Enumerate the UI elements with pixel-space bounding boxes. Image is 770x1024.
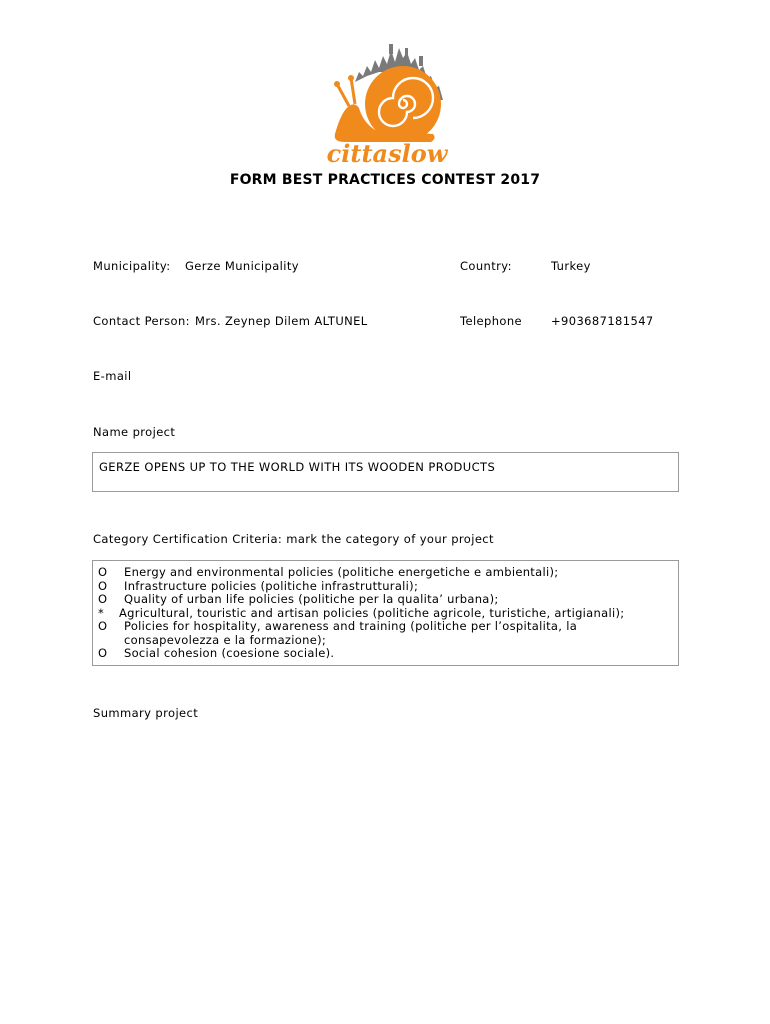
summary-project-label: Summary project	[93, 706, 199, 720]
contact-person-value: Mrs. Zeynep Dilem ALTUNEL	[195, 314, 368, 328]
category-text: Policies for hospitality, awareness and training (politiche per l’ospitalita, la consapevolezza e la formazione);	[124, 619, 578, 647]
municipality-label: Municipality:	[93, 259, 171, 273]
category-text: Quality of urban life policies (politiche per la qualita’ urbana);	[124, 592, 499, 606]
category-mark: O	[98, 619, 108, 633]
page-title: FORM BEST PRACTICES CONTEST 2017	[229, 172, 541, 188]
category-mark: *	[98, 605, 105, 620]
category-label: Category Certification Criteria: mark the category of your project	[93, 532, 494, 546]
category-mark: O	[98, 646, 108, 660]
name-project-label: Name project	[93, 425, 176, 439]
telephone-value: +903687181547	[551, 314, 654, 328]
logo-wordmark: cittaslow	[326, 139, 448, 168]
category-text: Infrastructure policies (politiche infrastrutturali);	[124, 578, 419, 593]
country-label: Country:	[460, 259, 512, 273]
category-text: Energy and environmental policies (politiche energetiche e ambientali);	[124, 565, 559, 579]
category-text: Agricultural, touristic and artisan policies (politiche agricole, turistiche, artigianali);	[119, 605, 625, 620]
name-project-value: GERZE OPENS UP TO THE WORLD WITH ITS WOODEN PRODUCTS	[99, 460, 496, 474]
telephone-label: Telephone	[460, 314, 523, 328]
cittaslow-logo	[315, 42, 457, 168]
contact-person-label: Contact Person:	[93, 314, 190, 328]
country-value: Turkey	[551, 259, 591, 273]
category-text: Social cohesion (coesione sociale).	[124, 646, 335, 660]
category-list	[92, 560, 679, 666]
category-mark: O	[98, 592, 108, 606]
email-label: E-mail	[93, 369, 132, 383]
municipality-value: Gerze Municipality	[185, 259, 299, 273]
category-mark: O	[98, 578, 108, 593]
category-mark: O	[98, 565, 108, 579]
name-project-field[interactable]	[92, 452, 679, 492]
